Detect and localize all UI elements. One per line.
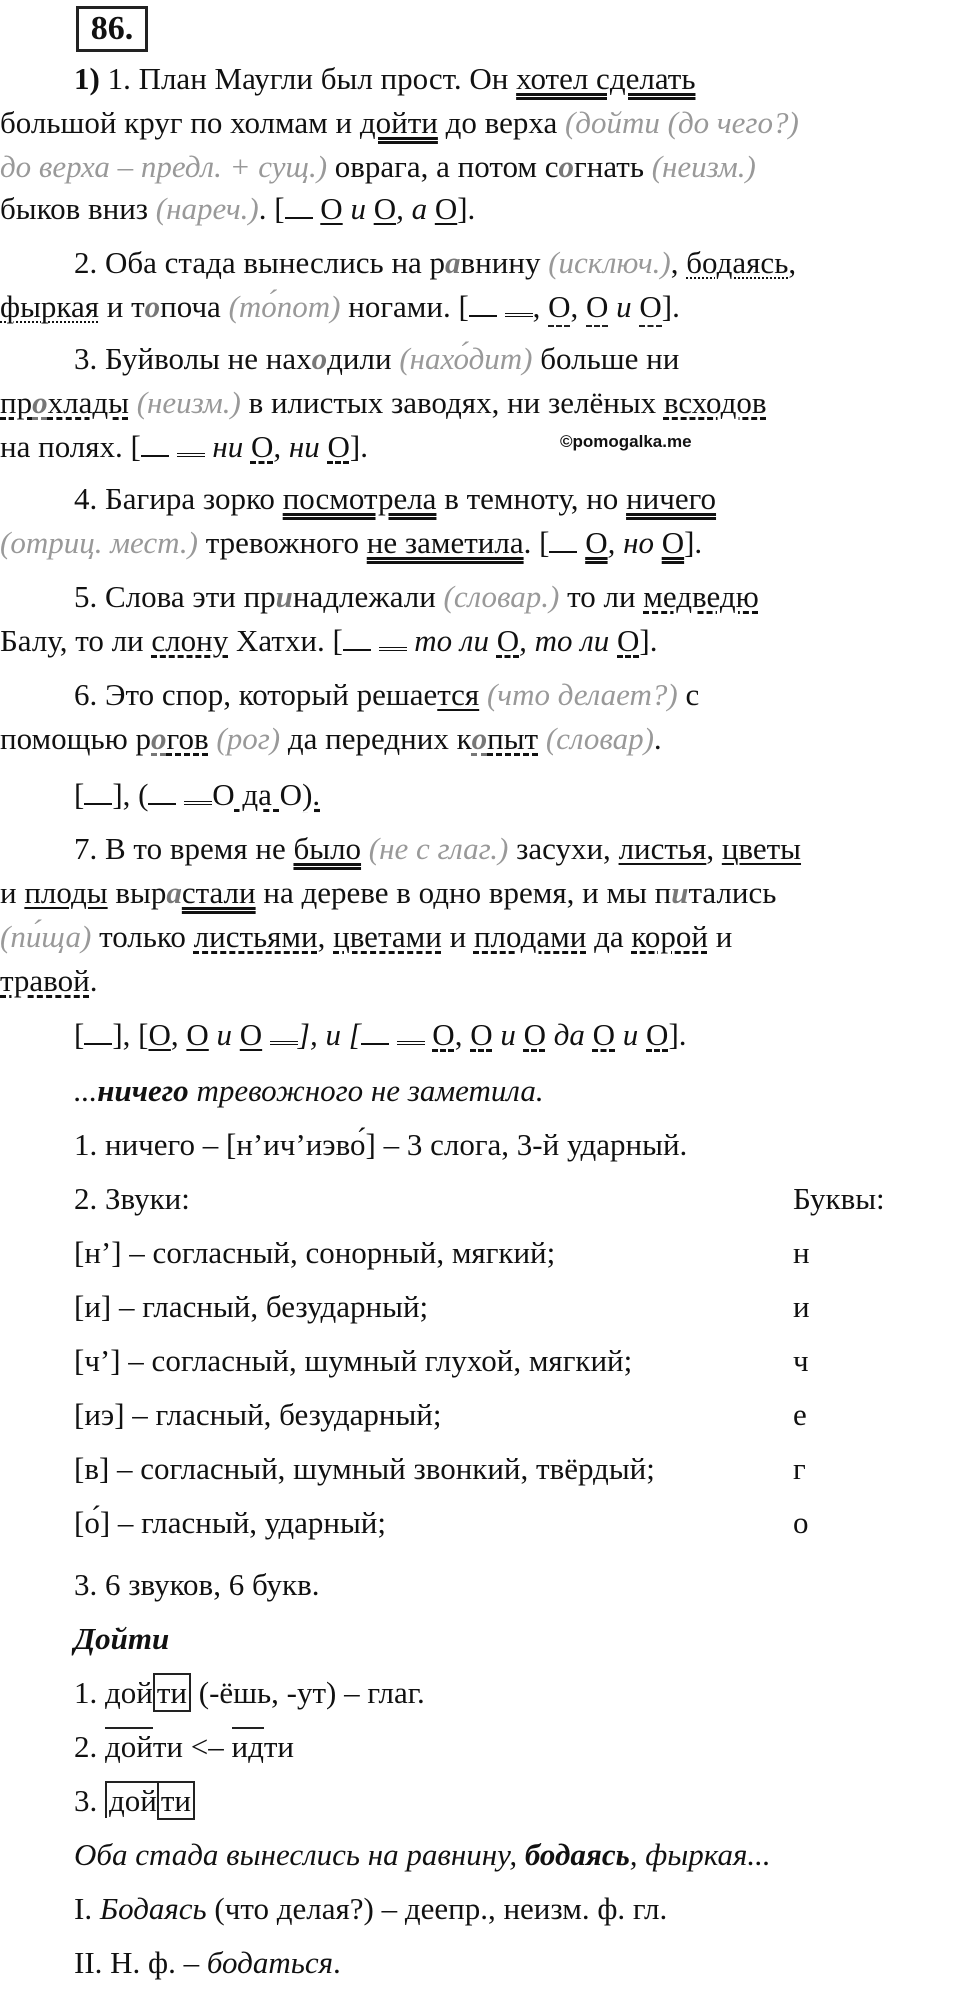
sound-row: [о́] – гласный, ударный; [74, 1505, 386, 1540]
s5-line1: 5. Слова эти принадлежали (словар.) то ли медведю [74, 579, 759, 614]
s1-line1: 1) 1. План Маугли был прост. Он хотел сделать [74, 61, 696, 96]
s7-line3: (пи́ща) только листьями, цветами и плодами да корой и [0, 919, 733, 954]
s6-line3: [ ], ( О да О). [74, 777, 321, 812]
predicate: дойти [359, 105, 438, 140]
s5-line2: Балу, то ли слону Хатхи. [ то ли О, то ли О]. [0, 623, 658, 658]
gerund-caption: Оба стада вынеслись на равнину, бодаясь, фыркая... [74, 1837, 771, 1872]
s3-line2: прохлады (неизм.) в илистых заводях, ни зелёных всходов [0, 385, 767, 420]
s1-line2: большой круг по холмам и дойти до верха (дойти (до чего?) [0, 105, 799, 140]
letter-cell: е [793, 1397, 807, 1432]
morph-line1: 1. дой ти (-ёшь, -ут) – глаг. [74, 1675, 425, 1710]
predicate: хотел сделать [516, 61, 696, 96]
s7-line2: и плоды вырастали на дереве в одно время, и мы питались [0, 875, 777, 910]
s1-line3: до верха – предл. + сущ.) оврага, а потом согнать (неизм.) [0, 149, 756, 184]
exercise-number: 86. [76, 6, 148, 52]
phonetic-caption: ...ничего тревожного не заметила. [74, 1073, 544, 1108]
s1-line4: быков вниз (нареч.). [ О и О, а О]. [0, 191, 476, 226]
morph-line3: 3. дой ти [74, 1782, 195, 1820]
s2-line1: 2. Оба стада вынеслись на равнину (исключ.), бодаясь, [74, 245, 797, 280]
ending-box: ти [153, 1673, 191, 1712]
phonetic-total: 3. 6 звуков, 6 букв. [74, 1567, 320, 1602]
letter-cell: ч [793, 1343, 809, 1378]
s3-line3: на полях. [ ни О, ни О]. [0, 429, 368, 464]
morph-line2: 2. дойти <– идти [74, 1729, 295, 1764]
letter-cell: г [793, 1451, 806, 1486]
sound-row: [и] – гласный, безударный; [74, 1289, 429, 1324]
s7-scheme: [ ], [О, О и О ], и [ О, О и О да О и О]. [74, 1017, 687, 1052]
gerund-line2: II. Н. ф. – бодаться. [74, 1945, 341, 1980]
s6-line1: 6. Это спор, который решается (что делает?) с [74, 677, 700, 712]
watermark: ©pomogalka.me [560, 432, 692, 451]
sound-row: [иэ] – гласный, безударный; [74, 1397, 442, 1432]
part-marker: 1) [74, 61, 100, 96]
s6-line2: помощью рогов (рог) да передних копыт (словар). [0, 721, 662, 756]
s4-line2: (отриц. мест.) тревожного не заметила. [ О, но О]. [0, 525, 703, 560]
s7-line4: травой. [0, 963, 98, 998]
s7-line1: 7. В то время не было (не с глаг.) засухи, листья, цветы [74, 831, 802, 866]
letter-cell: и [793, 1289, 810, 1324]
s2-line2: фыркая и топоча (то́пот) ногами. [ , О, О и О]. [0, 288, 680, 326]
s3-line1: 3. Буйволы не находили (нахо́дит) больше ни [74, 341, 680, 376]
sound-row: [ч’] – согласный, шумный глухой, мягкий; [74, 1343, 633, 1378]
morph-word: Дойти [74, 1621, 170, 1656]
letter-cell: о [793, 1505, 809, 1540]
gerund-line1: I. Бодаясь (что делая?) – деепр., неизм. ф. гл. [74, 1891, 668, 1926]
sound-row: [н’] – согласный, сонорный, мягкий; [74, 1235, 556, 1270]
letters-label: Буквы: [793, 1181, 885, 1216]
sounds-label: 2. Звуки: [74, 1181, 190, 1216]
letter-cell: н [793, 1235, 810, 1270]
sound-row: [в] – согласный, шумный звонкий, твёрдый; [74, 1451, 655, 1486]
gerund: бодаясь [686, 245, 789, 280]
phonetic-transcription: 1. ничего – [н’ич’иэво́] – 3 слога, 3-й ударный. [74, 1127, 688, 1162]
s4-line1: 4. Багира зорко посмотрела в темноту, но ничего [74, 481, 717, 516]
